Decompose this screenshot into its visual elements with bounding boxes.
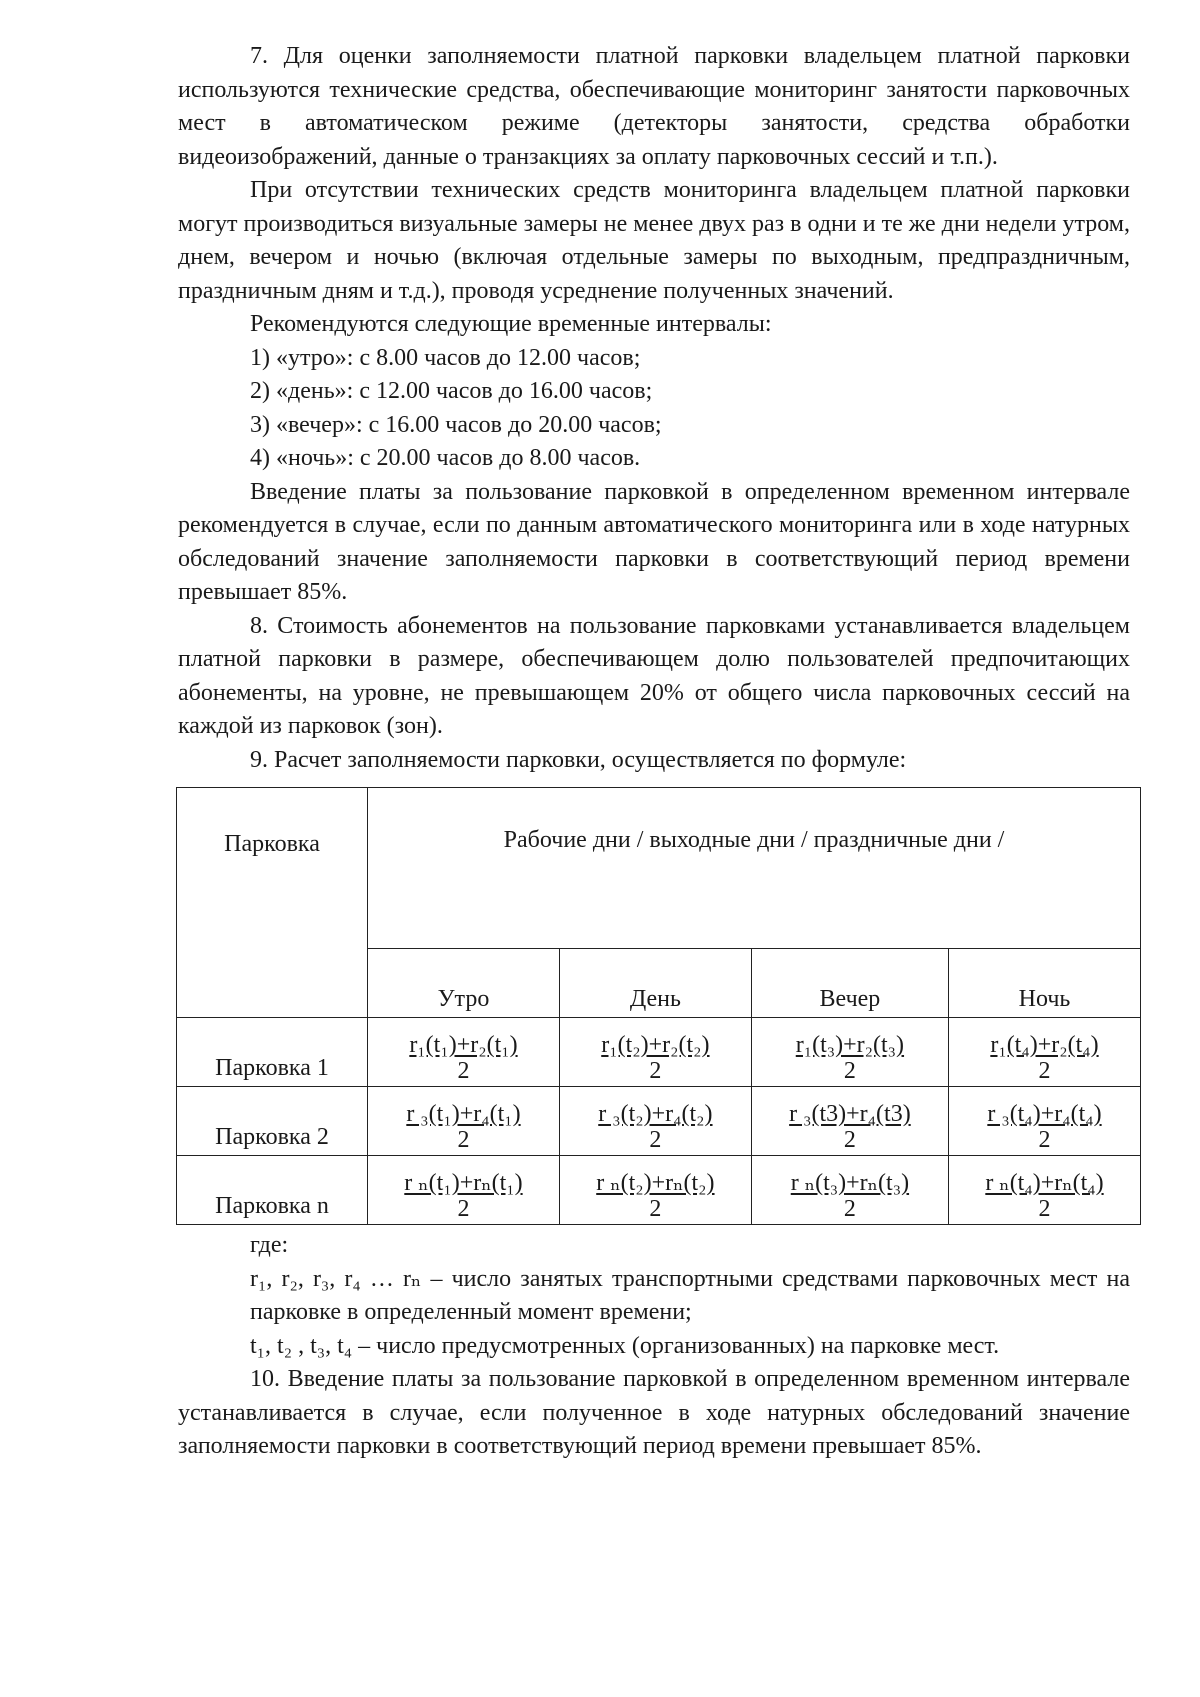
table-row bbox=[177, 1087, 1141, 1156]
fraction-denominator: 2 bbox=[649, 1196, 662, 1222]
formula-cell bbox=[948, 1018, 1140, 1087]
fraction-denominator: 2 bbox=[843, 1127, 856, 1153]
fraction bbox=[791, 1170, 909, 1224]
formula-cell bbox=[368, 1087, 560, 1156]
table-header-row bbox=[177, 788, 1141, 949]
fraction bbox=[404, 1170, 522, 1224]
header-days-cell: Рабочие дни / выходные дни / праздничные дни / bbox=[368, 788, 1141, 949]
fraction-denominator: 2 bbox=[457, 1127, 470, 1153]
fraction-numerator: r ₙ(t₄)+rₙ(t₄) bbox=[985, 1170, 1104, 1196]
row-label: Парковка 2 bbox=[177, 1087, 368, 1156]
fraction-denominator: 2 bbox=[1038, 1127, 1051, 1153]
fraction-numerator: r₁(t₁)+r₂(t₁) bbox=[409, 1032, 518, 1058]
formula-cell bbox=[948, 1087, 1140, 1156]
fraction-denominator: 2 bbox=[843, 1058, 856, 1084]
formula-cell bbox=[368, 1018, 560, 1087]
fraction-denominator: 2 bbox=[1038, 1058, 1051, 1084]
section-10-paragraph: 10. Введение платы за пользование парковкой в определенном временном интервале устанавливается в случае, если полученное в ходе натурных обследований значение заполняемости парковки в соответствующий период времени превышает 85%. bbox=[178, 1366, 1130, 1459]
fraction-numerator: r₁(t₄)+r₂(t₄) bbox=[990, 1032, 1099, 1058]
fraction bbox=[409, 1032, 517, 1086]
fraction-numerator: r ₙ(t₂)+rₙ(t₂) bbox=[596, 1170, 715, 1196]
section-7-paragraph: 7. Для оценки заполняемости платной парковки владельцем платной парковки используются технические средства, обеспечивающие мониторинг занятости парковочных мест в автоматическом режиме (детекторы занятости, средства обработки видеоизображений, данные о транзакциях за оплату парковочных сессий и т.п.). bbox=[178, 43, 1130, 170]
fraction bbox=[601, 1032, 709, 1086]
document-page bbox=[178, 40, 1130, 1464]
formula-cell bbox=[559, 1156, 751, 1225]
formula-cell bbox=[751, 1018, 948, 1087]
row-label: Парковка 1 bbox=[177, 1018, 368, 1087]
fraction bbox=[598, 1101, 712, 1155]
row-label: Парковка n bbox=[177, 1156, 368, 1225]
fraction bbox=[596, 1170, 714, 1224]
fraction-denominator: 2 bbox=[649, 1127, 662, 1153]
fraction-numerator: r ₃(t₂)+r₄(t₂) bbox=[598, 1101, 713, 1127]
table-row bbox=[177, 1156, 1141, 1225]
fraction-denominator: 2 bbox=[457, 1058, 470, 1084]
fraction bbox=[990, 1032, 1098, 1086]
fraction bbox=[985, 1170, 1103, 1224]
fraction-denominator: 2 bbox=[1038, 1196, 1051, 1222]
occupancy-formula-table bbox=[176, 787, 1141, 1225]
period-day: День bbox=[559, 949, 751, 1018]
fraction-numerator: r ₃(t₄)+r₄(t₄) bbox=[987, 1101, 1102, 1127]
r-definition: r₁, r₂, r₃, r₄ … rₙ – число занятых транспортными средствами парковочных мест на парковке в определенный момент времени; bbox=[250, 1265, 1130, 1325]
formula-cell bbox=[751, 1156, 948, 1225]
formula-cell bbox=[368, 1156, 560, 1225]
interval-night: 4) «ночь»: с 20.00 часов до 8.00 часов. bbox=[250, 445, 641, 471]
intervals-intro: Рекомендуются следующие временные интервалы: bbox=[250, 311, 772, 337]
visual-measurements-paragraph: При отсутствии технических средств мониторинга владельцем платной парковки могут производиться визуальные замеры не менее двух раз в одни и те же дни недели утром, днем, вечером и ночью (включая отдельные замеры по выходным, предпраздничным, праздничным дням и т.д.), проводя усреднение полученных значений. bbox=[178, 177, 1130, 304]
interval-evening: 3) «вечер»: с 16.00 часов до 20.00 часов; bbox=[250, 411, 662, 438]
fraction bbox=[987, 1101, 1101, 1155]
interval-morning: 1) «утро»: с 8.00 часов до 12.00 часов; bbox=[250, 344, 641, 371]
period-night: Ночь bbox=[948, 949, 1140, 1018]
table-row bbox=[177, 1018, 1141, 1087]
fraction-numerator: r₁(t₃)+r₂(t₃) bbox=[795, 1032, 905, 1058]
fee-introduction-paragraph: Введение платы за пользование парковкой в определенном временном интервале рекомендуется в случае, если по данным автоматического мониторинга или в ходе натурных обследований значение заполняемости парковки в соответствующий период времени превышает 85%. bbox=[178, 478, 1130, 605]
definitions-block bbox=[178, 1229, 1130, 1363]
fraction-numerator: r ₃(t3)+r₄(t3) bbox=[789, 1101, 911, 1127]
fraction bbox=[789, 1101, 911, 1155]
fraction-numerator: r ₙ(t₃)+rₙ(t₃) bbox=[790, 1170, 910, 1196]
period-morning: Утро bbox=[368, 949, 560, 1018]
fraction bbox=[796, 1032, 904, 1086]
formula-cell bbox=[559, 1018, 751, 1087]
fraction-denominator: 2 bbox=[457, 1196, 470, 1222]
where-label: где: bbox=[250, 1232, 289, 1258]
t-definition: t₁, t₂ , t₃, t₄ – число предусмотренных (организованных) на парковке мест. bbox=[250, 1332, 1000, 1359]
fraction bbox=[406, 1101, 520, 1155]
formula-cell bbox=[751, 1087, 948, 1156]
section-8-paragraph: 8. Стоимость абонементов на пользование парковками устанавливается владельцем платной парковки в размере, обеспечивающем долю пользователей предпочитающих абонементы, на уровне, не превышающем 20% от общего числа парковочных сессий на каждой из парковок (зон). bbox=[178, 612, 1130, 739]
fraction-denominator: 2 bbox=[843, 1196, 856, 1222]
interval-day: 2) «день»: с 12.00 часов до 16.00 часов; bbox=[250, 378, 653, 404]
fraction-denominator: 2 bbox=[649, 1058, 662, 1084]
fraction-numerator: r₁(t₂)+r₂(t₂) bbox=[601, 1032, 710, 1058]
period-evening: Вечер bbox=[751, 949, 948, 1018]
fraction-numerator: r ₃(t₁)+r₄(t₁) bbox=[406, 1101, 521, 1127]
formula-cell bbox=[559, 1087, 751, 1156]
fraction-numerator: r ₙ(t₁)+rₙ(t₁) bbox=[404, 1170, 523, 1196]
header-parking-cell: Парковка bbox=[177, 788, 368, 1018]
section-9-paragraph: 9. Расчет заполняемости парковки, осуществляется по формуле: bbox=[250, 746, 907, 773]
formula-cell bbox=[948, 1156, 1140, 1225]
